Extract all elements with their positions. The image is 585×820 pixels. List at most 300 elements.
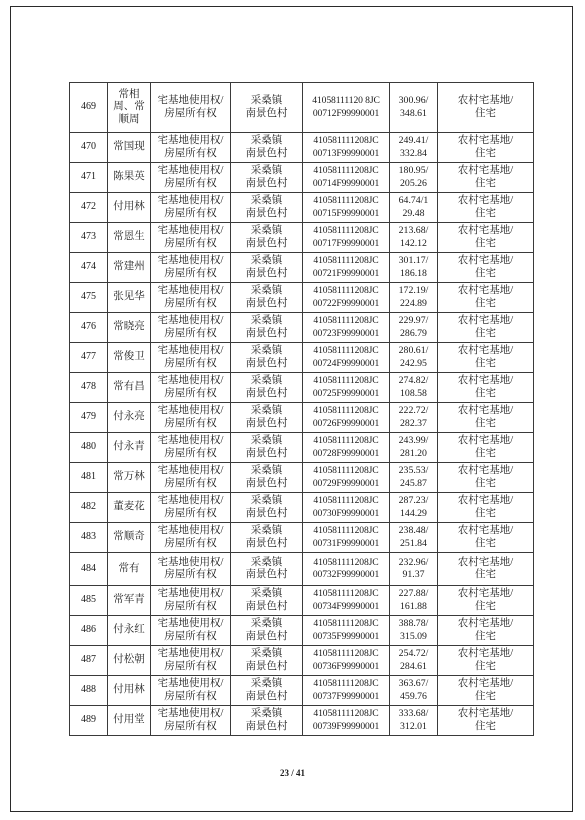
location-line: 采桑镇 [250,556,283,568]
right-type [151,586,231,616]
right-type [151,223,231,253]
right-type [151,133,231,163]
location-line: 南景色村 [245,690,288,702]
land-use-line: 农村宅基地/ [457,648,514,659]
land-use-line: 农村宅基地/ [457,285,514,296]
area-value-line: 91.37 [402,569,425,580]
area-value-line: 280.61/ [398,345,429,356]
land-use [438,676,534,706]
area-value-line: 142.12 [400,237,427,249]
right-type-line: 房屋所有权 [164,660,217,672]
location [231,163,303,193]
location [231,433,303,463]
right-type-line: 宅基地使用权/ [157,678,224,689]
area-value [390,403,438,433]
parcel-code-line: 410581111208JC [313,525,379,536]
location-line: 采桑镇 [250,95,283,106]
table-row [70,463,534,493]
land-use [438,313,534,343]
parcel-code [303,373,390,403]
area-value [390,163,438,193]
row-number: 484 [70,553,108,586]
parcel-code-line: 410581111208JC [313,405,379,416]
land-use-line: 农村宅基地/ [457,345,514,356]
right-type [151,646,231,676]
area-value-line: 282.37 [400,417,427,429]
land-use-line: 住宅 [475,600,496,612]
location [231,616,303,646]
right-type [151,616,231,646]
right-type [151,163,231,193]
row-number: 477 [70,343,108,373]
table-row [70,253,534,283]
parcel-code-line: 410581111208JC [313,556,379,568]
land-use-line: 住宅 [475,477,496,489]
parcel-code-line: 410581111208JC [313,435,379,446]
land-use [438,706,534,736]
area-value [390,523,438,553]
table-row [70,283,534,313]
land-use-line: 住宅 [475,417,496,429]
table-row [70,493,534,523]
area-value-line: 64.74/1 [398,195,429,206]
area-value-line: 459.76 [400,690,427,702]
parcel-code-line: 00726F99990001 [312,417,380,429]
land-use-line: 住宅 [475,357,496,369]
area-value-line: 251.84 [400,537,427,549]
right-type-line: 房屋所有权 [164,177,217,189]
row-number: 488 [70,676,108,706]
parcel-code-line: 410581111208JC [313,135,379,146]
parcel-code-line: 00724F99990001 [312,357,380,369]
parcel-code-line: 00725F99990001 [312,387,380,399]
location [231,253,303,283]
area-value [390,676,438,706]
land-use-line: 住宅 [475,267,496,279]
right-type-line: 房屋所有权 [164,107,217,119]
land-use [438,616,534,646]
area-value-line: 388.78/ [398,618,429,629]
table-row [70,433,534,463]
land-use-line: 农村宅基地/ [457,195,514,206]
parcel-code-line: 00735F99990001 [312,630,380,642]
area-value-line: 284.61 [400,660,427,672]
parcel-code-line: 410581111208JC [313,465,379,476]
parcel-code-line: 410581111208JC [313,345,379,356]
location-line: 南景色村 [245,387,288,399]
area-value [390,463,438,493]
land-use-line: 农村宅基地/ [457,315,514,326]
land-use-line: 住宅 [475,507,496,519]
area-value-line: 245.87 [400,477,427,489]
location-line: 南景色村 [245,507,288,519]
area-value [390,313,438,343]
owner-name: 付用堂 [108,706,151,736]
right-type-line: 宅基地使用权/ [157,195,224,206]
area-value-line: 224.89 [400,297,427,309]
land-use-line: 农村宅基地/ [457,375,514,386]
parcel-code-line: 00734F99990001 [312,600,380,612]
land-use-line: 农村宅基地/ [457,225,514,236]
parcel-code-line: 41058111120 8JC [312,95,380,106]
row-number: 476 [70,313,108,343]
parcel-code [303,433,390,463]
land-use-line: 住宅 [475,327,496,339]
right-type-line: 宅基地使用权/ [157,708,224,719]
parcel-code [303,193,390,223]
parcel-code [303,163,390,193]
land-use-line: 农村宅基地/ [457,405,514,416]
location [231,83,303,133]
location-line: 采桑镇 [250,195,283,206]
table-row [70,193,534,223]
land-use-line: 农村宅基地/ [457,525,514,536]
location [231,343,303,373]
location [231,283,303,313]
parcel-code-line: 410581111208JC [313,648,379,659]
right-type-line: 宅基地使用权/ [157,495,224,506]
parcel-code [303,403,390,433]
parcel-code-line: 410581111208JC [313,255,379,266]
land-use-line: 住宅 [475,690,496,702]
row-number: 472 [70,193,108,223]
land-use [438,133,534,163]
row-number: 479 [70,403,108,433]
owner-name: 常顺奇 [108,523,151,553]
location-line: 南景色村 [245,297,288,309]
right-type-line: 宅基地使用权/ [157,648,224,659]
area-value-line: 161.88 [400,600,427,612]
land-use-line: 住宅 [475,569,496,580]
parcel-code-line: 410581111208JC [313,678,379,689]
parcel-code-line: 00731F99990001 [312,537,380,549]
location-line: 采桑镇 [250,708,283,719]
row-number: 470 [70,133,108,163]
right-type [151,463,231,493]
row-number: 486 [70,616,108,646]
land-use [438,493,534,523]
location-line: 采桑镇 [250,678,283,689]
parcel-code-line: 00714F99990001 [312,177,380,189]
right-type-line: 房屋所有权 [164,237,217,249]
table-row [70,523,534,553]
owner-name: 常恩生 [108,223,151,253]
area-value-line: 274.82/ [398,375,429,386]
area-value [390,133,438,163]
right-type-line: 房屋所有权 [164,537,217,549]
owner-name: 陈果英 [108,163,151,193]
row-number: 482 [70,493,108,523]
location-line: 采桑镇 [250,588,283,599]
right-type-line: 房屋所有权 [164,720,217,732]
area-value-line: 238.48/ [398,525,429,536]
table-row [70,706,534,736]
area-value-line: 227.88/ [398,588,429,599]
parcel-code-line: 410581111208JC [313,495,379,506]
area-value [390,283,438,313]
land-use-line: 住宅 [475,537,496,549]
land-use [438,223,534,253]
table-row [70,133,534,163]
parcel-code [303,83,390,133]
land-use-line: 农村宅基地/ [457,495,514,506]
owner-name: 常军青 [108,586,151,616]
owner-name: 付永青 [108,433,151,463]
location [231,586,303,616]
land-use-line: 住宅 [475,660,496,672]
parcel-code-line: 00723F99990001 [312,327,380,339]
parcel-code-line: 00715F99990001 [312,207,380,219]
parcel-code-line: 410581111208JC [313,708,379,719]
row-number: 475 [70,283,108,313]
land-use-line: 住宅 [475,147,496,159]
owner-name: 付用林 [108,676,151,706]
area-value [390,646,438,676]
parcel-code-line: 00737F99990001 [312,690,380,702]
area-value-line: 108.58 [400,387,427,399]
table-row [70,373,534,403]
right-type-line: 宅基地使用权/ [157,345,224,356]
area-value-line: 315.09 [400,630,427,642]
parcel-code [303,133,390,163]
right-type-line: 宅基地使用权/ [157,525,224,536]
area-value [390,493,438,523]
row-number: 489 [70,706,108,736]
location-line: 采桑镇 [250,648,283,659]
right-type-line: 宅基地使用权/ [157,375,224,386]
land-use-line: 农村宅基地/ [457,556,514,568]
location [231,463,303,493]
right-type [151,433,231,463]
table-row [70,223,534,253]
right-type [151,523,231,553]
location-line: 南景色村 [245,147,288,159]
area-value-line: 29.48 [402,207,425,219]
location-line: 南景色村 [245,447,288,459]
right-type [151,553,231,586]
location-line: 南景色村 [245,357,288,369]
parcel-code [303,313,390,343]
owner-name: 常万林 [108,463,151,493]
right-type-line: 房屋所有权 [164,297,217,309]
area-value-line: 312.01 [400,720,427,732]
right-type-line: 宅基地使用权/ [157,135,224,146]
land-use-line: 住宅 [475,107,496,119]
right-type [151,706,231,736]
location-line: 南景色村 [245,267,288,279]
right-type [151,676,231,706]
right-type-line: 房屋所有权 [164,477,217,489]
row-number: 487 [70,646,108,676]
land-use-line: 农村宅基地/ [457,678,514,689]
parcel-code [303,676,390,706]
area-value-line: 186.18 [400,267,427,279]
area-value-line: 180.95/ [398,165,429,176]
location-line: 采桑镇 [250,525,283,536]
area-value-line: 332.84 [400,147,427,159]
location [231,223,303,253]
right-type-line: 房屋所有权 [164,357,217,369]
parcel-code [303,646,390,676]
right-type-line: 宅基地使用权/ [157,405,224,416]
location [231,646,303,676]
parcel-code [303,493,390,523]
location-line: 南景色村 [245,630,288,642]
owner-name: 付用林 [108,193,151,223]
area-value-line: 348.61 [400,107,427,119]
page-number: 23 / 41 [279,768,305,778]
area-value-line: 243.99/ [398,435,429,446]
location-line: 南景色村 [245,177,288,189]
land-use-line: 住宅 [475,720,496,732]
right-type-line: 宅基地使用权/ [157,556,224,568]
table-row [70,553,534,586]
right-type-line: 宅基地使用权/ [157,588,224,599]
area-value [390,586,438,616]
land-use-line: 农村宅基地/ [457,708,514,719]
records-table [69,82,534,736]
location-line: 南景色村 [245,237,288,249]
location-line: 采桑镇 [250,135,283,146]
owner-name: 付永亮 [108,403,151,433]
owner-name: 付永红 [108,616,151,646]
parcel-code-line: 00732F99990001 [312,569,380,580]
land-use-line: 住宅 [475,447,496,459]
parcel-code [303,343,390,373]
location-line: 南景色村 [245,327,288,339]
location [231,553,303,586]
table-row [70,586,534,616]
land-use [438,373,534,403]
parcel-code-line: 410581111208JC [313,165,379,176]
parcel-code [303,223,390,253]
land-use [438,193,534,223]
area-value-line: 363.67/ [398,678,429,689]
right-type [151,343,231,373]
right-type [151,83,231,133]
owner-name: 常国现 [108,133,151,163]
right-type-line: 宅基地使用权/ [157,165,224,176]
right-type-line: 宅基地使用权/ [157,285,224,296]
location-line: 采桑镇 [250,465,283,476]
owner-name: 常建州 [108,253,151,283]
land-use [438,83,534,133]
land-use [438,283,534,313]
land-use-line: 农村宅基地/ [457,165,514,176]
parcel-code-line: 410581111208JC [313,225,379,236]
right-type-line: 房屋所有权 [164,387,217,399]
location-line: 采桑镇 [250,375,283,386]
row-number: 483 [70,523,108,553]
area-value-line: 286.79 [400,327,427,339]
parcel-code-line: 410581111208JC [313,315,379,326]
area-value-line: 301.17/ [398,255,429,266]
area-value-line: 232.96/ [398,556,429,568]
table-row [70,83,534,133]
location-line: 采桑镇 [250,618,283,629]
land-use [438,523,534,553]
parcel-code-line: 410581111208JC [313,375,379,386]
owner-name: 董麦花 [108,493,151,523]
parcel-code-line: 00736F99990001 [312,660,380,672]
right-type-line: 宅基地使用权/ [157,465,224,476]
parcel-code-line: 410581111208JC [313,588,379,599]
right-type-line: 宅基地使用权/ [157,435,224,446]
area-value-line: 144.29 [400,507,427,519]
area-value-line: 222.72/ [398,405,429,416]
land-use [438,646,534,676]
parcel-code [303,523,390,553]
table-row [70,403,534,433]
area-value [390,193,438,223]
land-use-line: 农村宅基地/ [457,588,514,599]
right-type-line: 宅基地使用权/ [157,255,224,266]
parcel-code-line: 00721F99990001 [312,267,380,279]
area-value-line: 205.26 [400,177,427,189]
location-line: 南景色村 [245,107,288,119]
location-line: 采桑镇 [250,285,283,296]
parcel-code [303,463,390,493]
parcel-code-line: 00739F99990001 [312,720,380,732]
row-number: 480 [70,433,108,463]
land-use [438,433,534,463]
location-line: 采桑镇 [250,435,283,446]
land-use-line: 住宅 [475,177,496,189]
row-number: 478 [70,373,108,403]
land-use [438,253,534,283]
location-line: 采桑镇 [250,495,283,506]
area-value-line: 254.72/ [398,648,429,659]
owner-name: 常相周、常顺周 [108,83,151,133]
location-line: 南景色村 [245,569,288,580]
table-row [70,646,534,676]
owner-name: 张见华 [108,283,151,313]
parcel-code-line: 00728F99990001 [312,447,380,459]
land-use-line: 住宅 [475,387,496,399]
location [231,313,303,343]
area-value-line: 281.20 [400,447,427,459]
row-number: 469 [70,83,108,133]
area-value-line: 213.68/ [398,225,429,236]
location [231,523,303,553]
area-value [390,706,438,736]
location-line: 采桑镇 [250,225,283,236]
parcel-code-line: 410581111208JC [313,195,379,206]
parcel-code-line: 00712F99990001 [312,107,380,119]
area-value [390,616,438,646]
location [231,133,303,163]
location [231,493,303,523]
parcel-code [303,586,390,616]
area-value [390,553,438,586]
land-use-line: 农村宅基地/ [457,618,514,629]
parcel-code [303,616,390,646]
right-type-line: 房屋所有权 [164,207,217,219]
location-line: 采桑镇 [250,345,283,356]
land-use-line: 农村宅基地/ [457,135,514,146]
area-value-line: 235.53/ [398,465,429,476]
right-type-line: 宅基地使用权/ [157,315,224,326]
land-use-line: 农村宅基地/ [457,255,514,266]
land-use [438,403,534,433]
area-value [390,253,438,283]
area-value [390,433,438,463]
area-value-line: 242.95 [400,357,427,369]
parcel-code [303,253,390,283]
parcel-code [303,283,390,313]
owner-name: 常晓亮 [108,313,151,343]
parcel-code-line: 410581111208JC [313,285,379,296]
